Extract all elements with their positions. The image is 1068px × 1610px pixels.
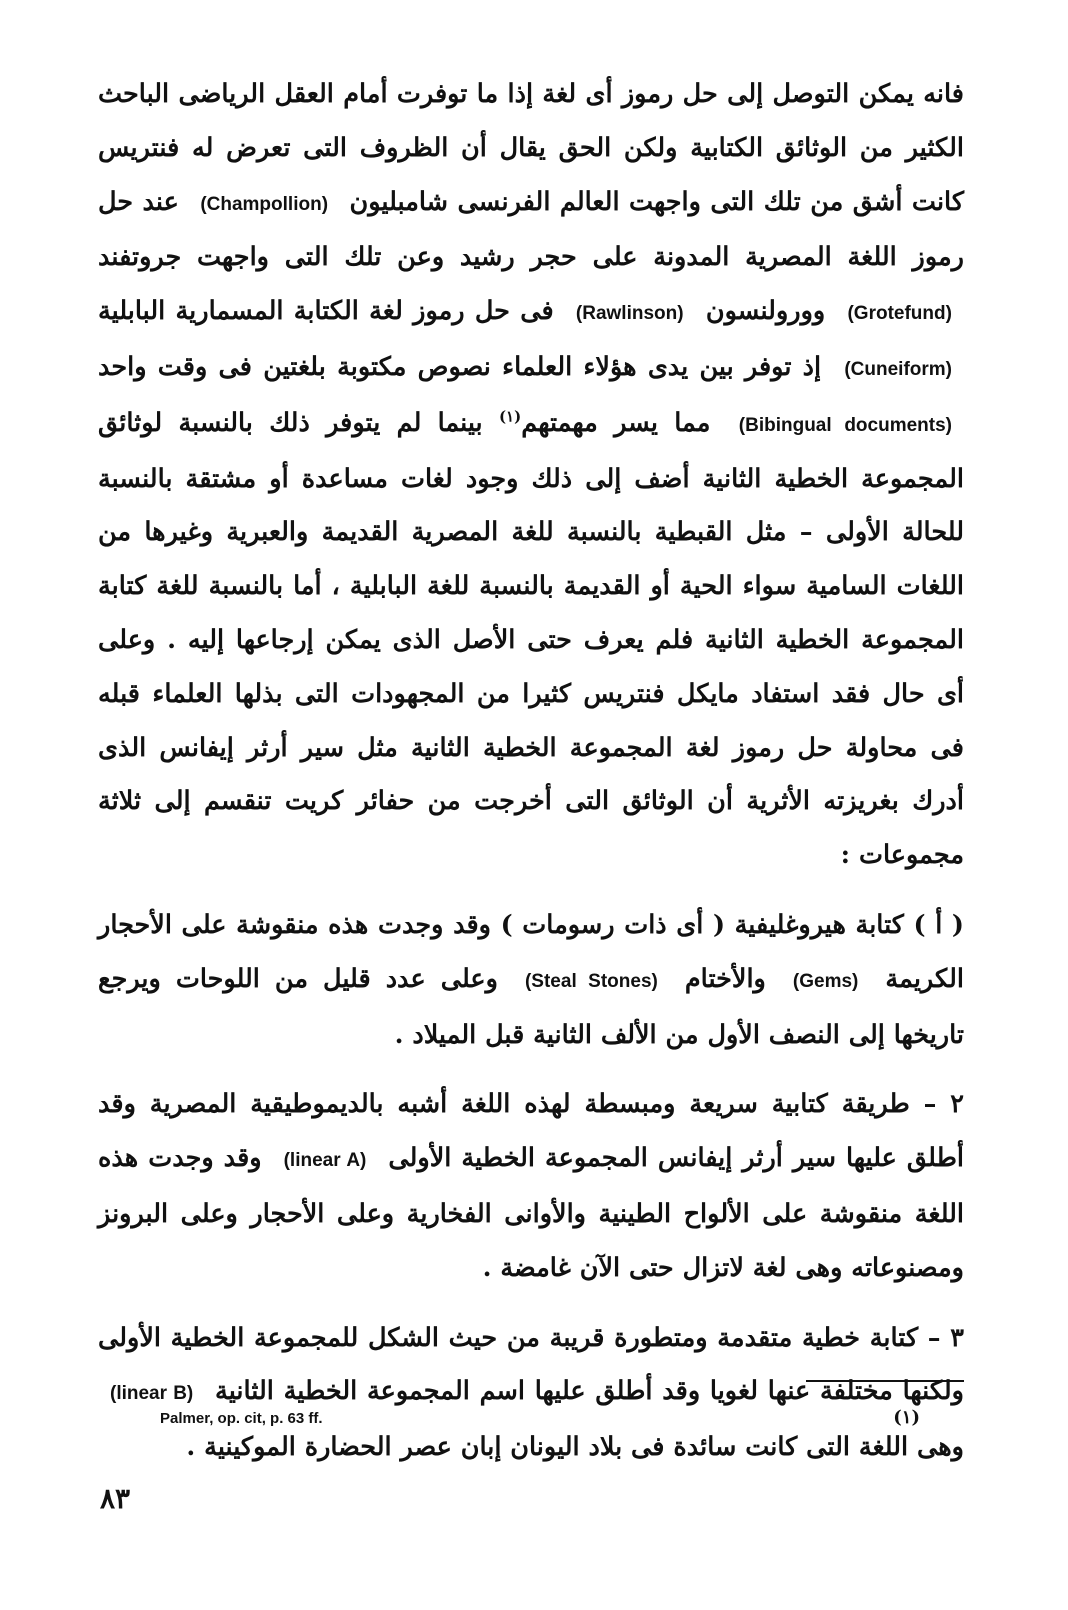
paragraph-2: [98, 899, 964, 1062]
term-gems: (Gems): [792, 970, 859, 992]
p2-text-b: والأختام: [684, 963, 766, 994]
term-linear-b: (linear B): [110, 1383, 194, 1405]
p1-text-e: إذ توفر بين يدى هؤلاء العلماء نصوص مكتوبة بلغتين فى وقت واحد: [98, 351, 822, 382]
p1-text-c: وورولنسون: [705, 296, 826, 327]
p2-text-c: وعلى عدد قليل من اللوحات ويرجع تاريخها إلى النصف الأول من الألف الثانية قبل الميلاد .: [98, 963, 964, 1050]
p1-text-b: عند حل رموز اللغة المصرية المدونة على حجر رشيد وعن تلك التى واجهت جروتفند: [98, 186, 964, 273]
p1-text-a: فانه يمكن التوصل إلى حل رموز أى لغة إذا ما توفرت أمام العقل الرياضى الباحث الكثير من الوثائق الكتابية ولكن الحق يقال أن الظروف التى تعرض له فنتريس كانت أشق من تلك التى واجهت العالم الفرنسى شامبليون: [98, 79, 964, 217]
footnote-number: (١): [893, 1407, 920, 1428]
paragraph-4: [98, 1312, 964, 1475]
p1-text-d: فى حل رموز لغة الكتابة المسمارية البابلية: [98, 296, 554, 327]
p3-text-b: وقد وجدت هذه اللغة منقوشة على الألواح الطينية والأوانى الفخارية وعلى الأحجار وعلى البرونز ومصنوعاته وهى لغة لاتزال حتى الآن غامضة .: [98, 1143, 964, 1283]
p4-text-b: وهى اللغة التى كانت سائدة فى بلاد اليونان إبان عصر الحضارة الموكينية .: [186, 1432, 964, 1463]
footnote: [160, 1407, 920, 1440]
footnote-marker[interactable]: (١): [498, 407, 522, 426]
term-linear-a: (linear A): [283, 1150, 367, 1172]
p2-text-a: ( أ ) كتابة هيروغليفية ( أى ذات رسومات ) وقد وجدت هذه منقوشة على الأحجار الكريمة: [98, 909, 964, 994]
term-bibingual: (Bibingual documents): [738, 414, 953, 436]
p4-text-a: ٣ – كتابة خطية متقدمة ومتطورة قريبة من حيث الشكل للمجموعة الخطية الأولى ولكنها مختلفة عنها لغويا وقد أطلق عليها اسم المجموعة الخطية الثانية: [98, 1322, 964, 1407]
body-text: [98, 68, 964, 1475]
term-champollion: (Champollion): [200, 193, 329, 215]
term-grotefund: (Grotefund): [847, 303, 952, 325]
p3-text-a: ٢ – طريقة كتابية سريعة ومبسطة لهذه اللغة أشبه بالديموطيقية المصرية وقد أطلق عليها سير أرثر إيفانس المجموعة الخطية الأولى: [98, 1089, 964, 1174]
term-cuneiform: (Cuneiform): [844, 358, 952, 380]
paragraph-3: [98, 1078, 964, 1295]
term-rawlinson: (Rawlinson): [575, 303, 684, 325]
p1-text-g: بينما لم يتوفر ذلك بالنسبة لوثائق المجموعة الخطية الثانية أضف إلى ذلك وجود لغات مساعدة أو مشتقة بالنسبة للحالة الأولى – مثل القبطية بالنسبة للغة المصرية القديمة والعبرية وغيرها من اللغات السامية سواء الحية أو القديمة بالنسبة للغة البابلية ، أما بالنسبة للغة كتابة المجموعة الخطية الثانية فلم يعرف حتى الأصل الذى يمكن إرجاعها إليه . وعلى أى حال فقد استفاد مايكل فنتريس كثيرا من المجهودات التى بذلها العلماء قبله فى محاولة حل رموز لغة المجموعة الخطية الثانية مثل سير أرثر إيفانس الذى أدرك بغريزته الأثرية أن الوثائق التى أخرجت من حفائر كريت تنقسم إلى ثلاثة مجموعات :: [98, 407, 964, 871]
p1-text-f: مما يسر مهمتهم: [521, 407, 711, 438]
footnote-divider: [806, 1380, 964, 1382]
paragraph-1: [98, 68, 964, 883]
footnote-reference: Palmer, op. cit, p. 63 ff.: [160, 1410, 323, 1427]
page-number: ٨٣: [100, 1482, 131, 1515]
term-steal-stones: (Steal Stones): [524, 970, 658, 992]
